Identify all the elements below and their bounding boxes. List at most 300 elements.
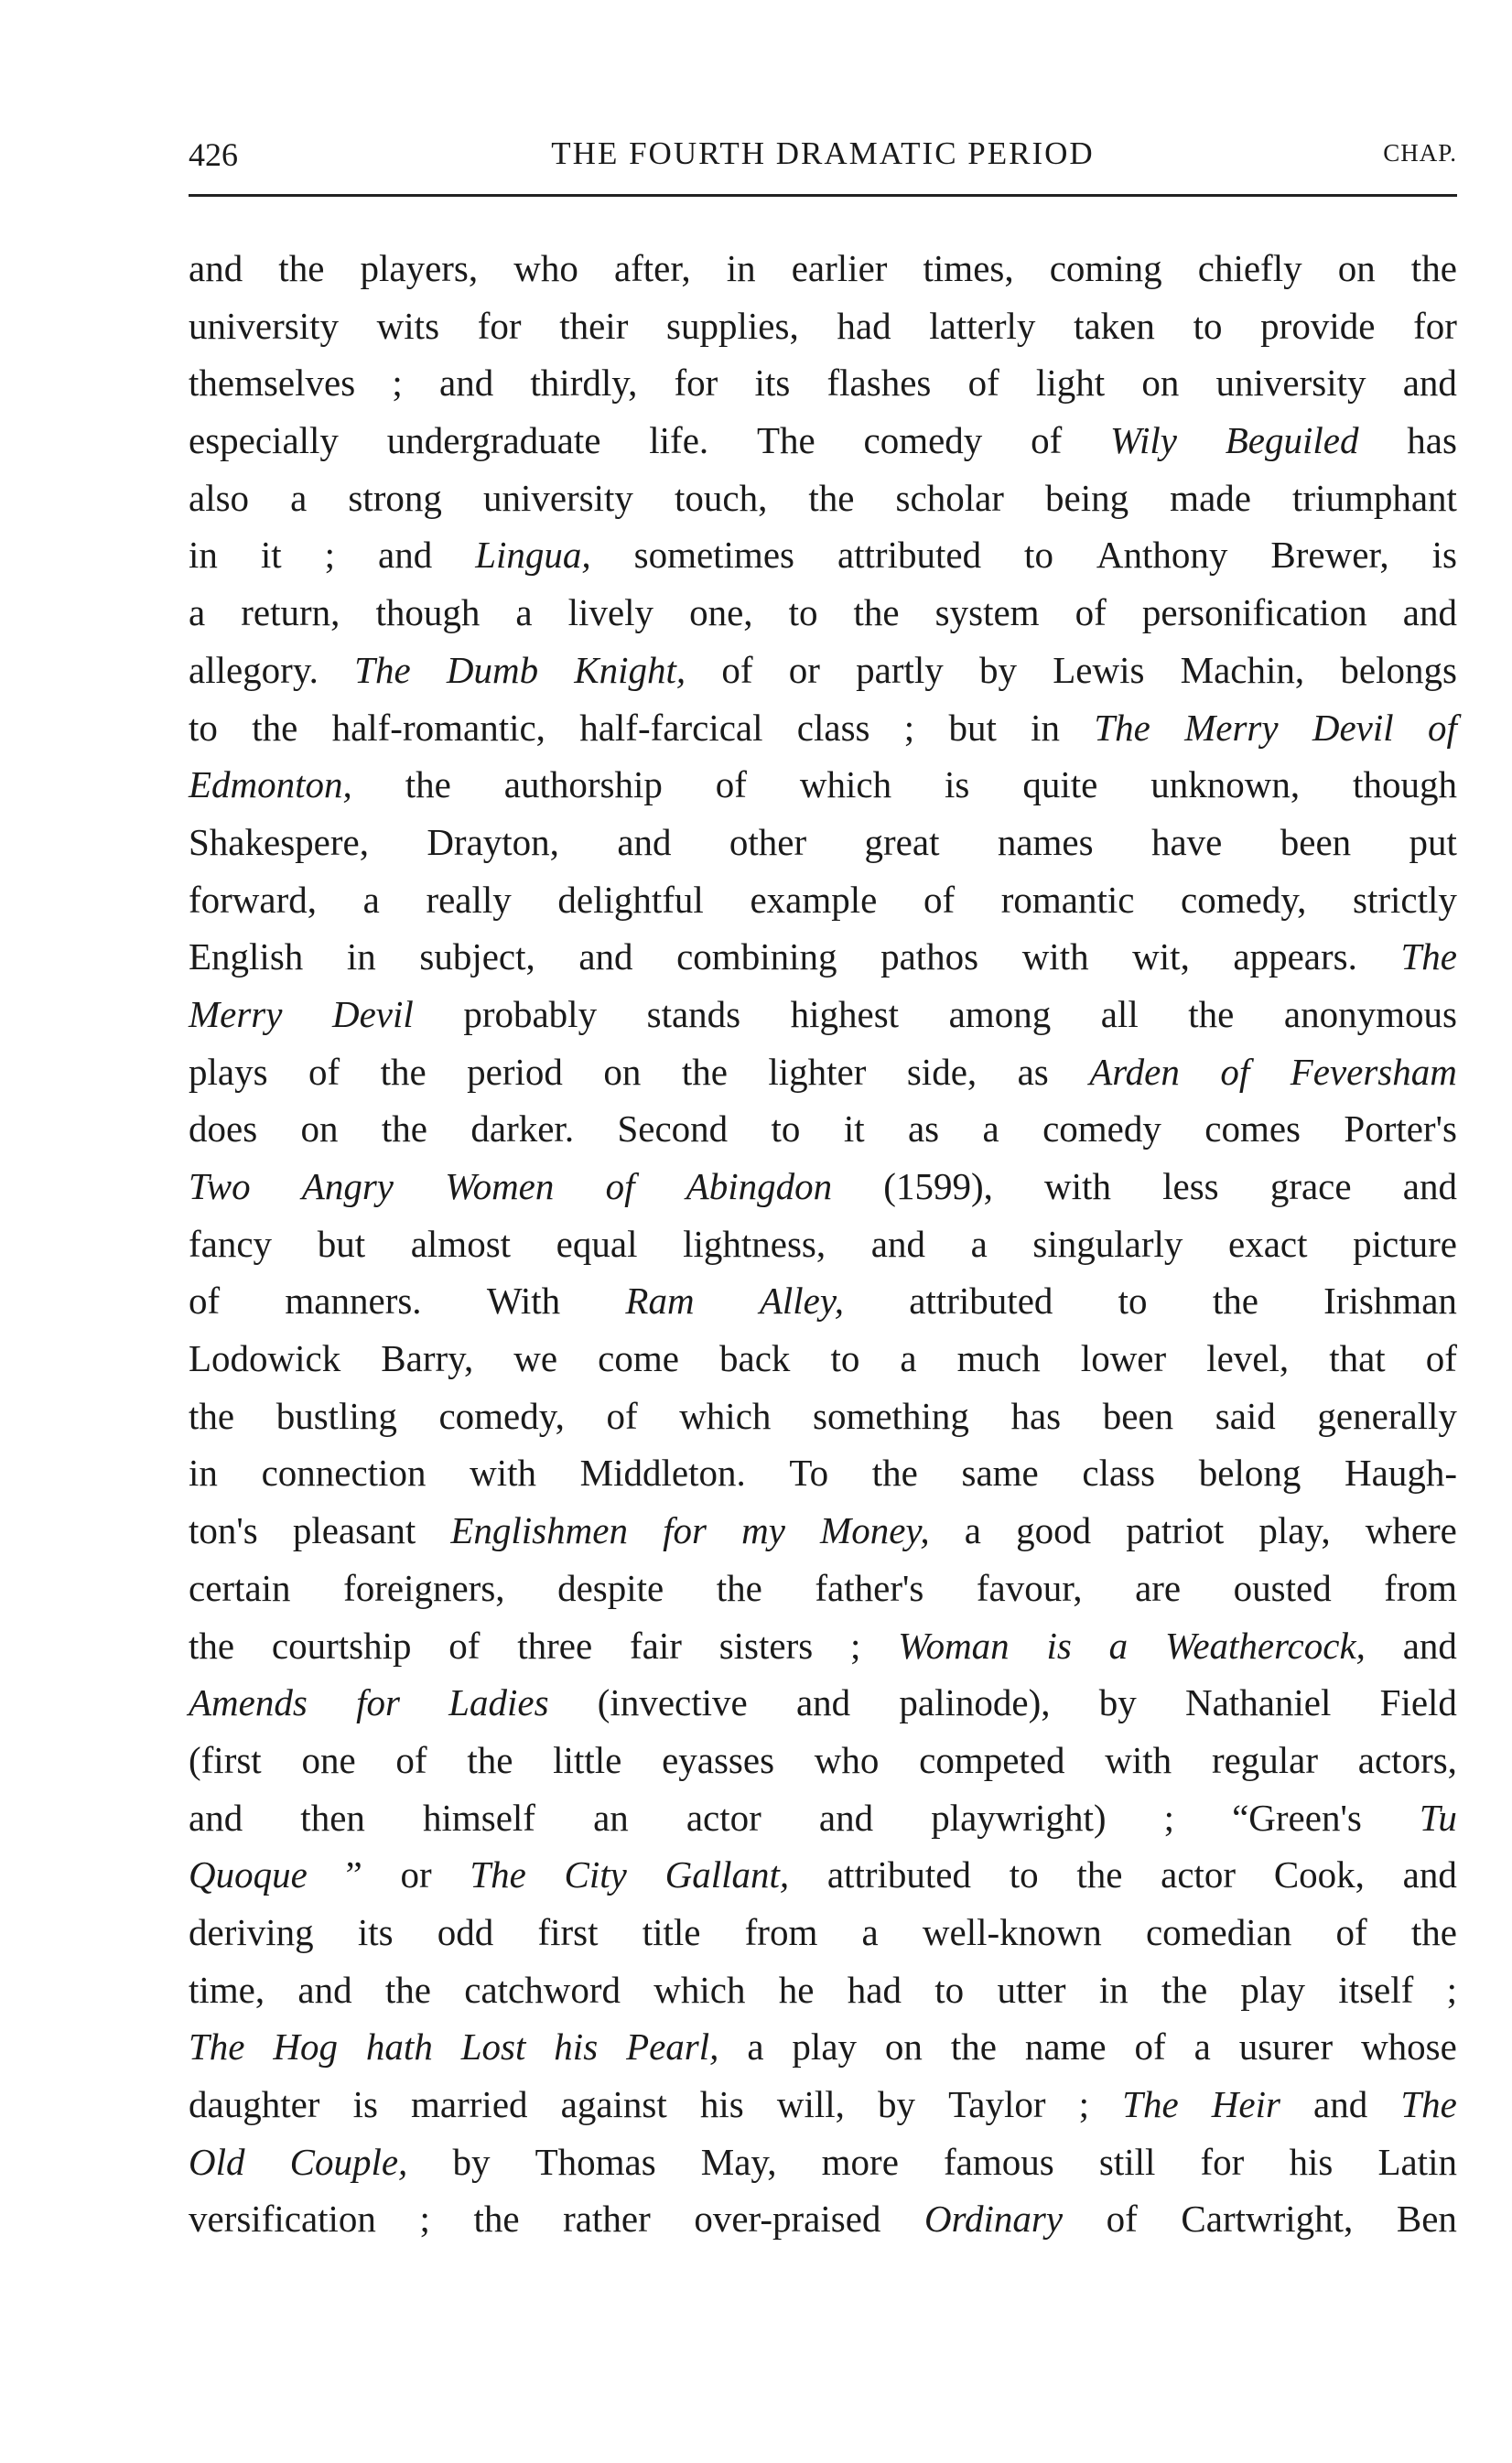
word: connection: [261, 1452, 427, 1495]
word: deriving: [189, 1910, 314, 1953]
word: Money,: [820, 1509, 930, 1552]
word: The: [354, 648, 411, 691]
word: Taylor: [948, 2083, 1046, 2125]
word: the: [467, 1738, 513, 1781]
text-line: [189, 1444, 1457, 1502]
word: a: [189, 591, 206, 634]
word: time,: [189, 1968, 265, 2011]
word: Quoque: [189, 1853, 308, 1896]
word: Latin: [1377, 2140, 1457, 2183]
word: we: [513, 1337, 558, 1380]
word: the: [950, 2025, 997, 2069]
word: of: [721, 648, 753, 691]
word: personification: [1141, 591, 1367, 634]
word: comedy: [863, 419, 983, 462]
word: Gallant,: [664, 1853, 790, 1896]
text-line: [189, 354, 1457, 412]
word: attributed: [826, 1853, 971, 1896]
word: on: [300, 1107, 339, 1150]
word: Knight,: [574, 648, 686, 691]
word: and: [189, 1796, 243, 1839]
word: over-praised: [694, 2198, 881, 2241]
word: though: [1353, 763, 1457, 806]
chapter-label: CHAP.: [1383, 139, 1457, 167]
text-line: [189, 1330, 1457, 1388]
word: earlier: [791, 247, 888, 289]
word: ;: [1446, 1968, 1457, 2011]
word: on: [884, 2025, 923, 2069]
word: the: [405, 763, 451, 806]
word: does: [189, 1107, 258, 1150]
word: Brewer,: [1270, 534, 1389, 577]
word: or: [400, 1853, 432, 1896]
text-line: [189, 1272, 1457, 1330]
word: names: [997, 820, 1094, 863]
word: odd: [437, 1910, 494, 1953]
word: ”: [345, 1853, 362, 1896]
word: but: [948, 706, 997, 749]
word: exact: [1228, 1222, 1308, 1265]
word: courtship: [271, 1624, 412, 1667]
word: Dumb: [446, 648, 539, 691]
word: ;: [419, 2198, 430, 2241]
word: pleasant: [292, 1509, 416, 1552]
word: play: [1240, 1968, 1306, 2011]
text-line: [189, 756, 1457, 814]
word: patriot: [1126, 1509, 1225, 1552]
text-line: [189, 1904, 1457, 1961]
word: Heir: [1211, 2083, 1280, 2125]
word: a: [290, 476, 308, 519]
word: Feversham: [1290, 1050, 1457, 1093]
word: of: [1427, 706, 1457, 749]
word: Couple,: [289, 2140, 408, 2183]
word: of: [448, 1624, 481, 1667]
word: one,: [689, 591, 753, 634]
word: authorship: [503, 763, 663, 806]
text-line: [189, 470, 1457, 527]
word: With: [486, 1280, 561, 1323]
word: it: [260, 534, 282, 577]
word: or: [788, 648, 820, 691]
word: times,: [923, 247, 1014, 289]
word: probably: [463, 992, 598, 1035]
word: class: [796, 706, 870, 749]
word: pathos: [880, 935, 979, 978]
word: “Green's: [1232, 1796, 1362, 1839]
word: versification: [189, 2198, 376, 2241]
word: sometimes: [633, 534, 794, 577]
word: Pearl,: [626, 2025, 719, 2069]
word: picture: [1353, 1222, 1457, 1265]
word: of: [189, 1280, 221, 1323]
word: and: [439, 362, 494, 405]
word: and: [1402, 1165, 1457, 1207]
word: is: [1431, 534, 1457, 577]
word: half-farcical: [579, 706, 763, 749]
word: an: [593, 1796, 629, 1839]
word: good: [1016, 1509, 1092, 1552]
word: allegory.: [189, 648, 319, 691]
word: for: [1200, 2140, 1245, 2183]
text-line: [189, 871, 1457, 929]
word: to: [771, 1107, 801, 1150]
word: on: [1337, 247, 1376, 289]
word: strictly: [1353, 878, 1457, 921]
word: The: [1122, 2083, 1179, 2125]
word: the: [808, 476, 855, 519]
word: same: [961, 1452, 1039, 1495]
word: despite: [557, 1566, 664, 1609]
word: the: [278, 247, 325, 289]
running-header: [189, 135, 1457, 181]
word: The: [189, 2025, 245, 2069]
word: more: [821, 2140, 899, 2183]
word: level,: [1206, 1337, 1290, 1380]
word: Two: [189, 1165, 251, 1207]
word: Cartwright,: [1181, 2198, 1354, 2241]
word: actor: [1161, 1853, 1237, 1896]
word: and: [189, 247, 243, 289]
text-line: [189, 986, 1457, 1043]
word: Lost: [460, 2025, 526, 2069]
word: then: [300, 1796, 365, 1839]
word: partly: [856, 648, 944, 691]
word: Woman: [898, 1624, 1010, 1667]
word: Porter's: [1344, 1107, 1457, 1150]
word: a: [515, 591, 533, 634]
word: which: [799, 763, 892, 806]
word: had: [847, 1968, 902, 2011]
word: ;: [849, 1624, 861, 1667]
text-line: [189, 1043, 1457, 1101]
word: which: [653, 1968, 746, 2011]
word: and: [1402, 362, 1457, 405]
word: Tu: [1419, 1796, 1457, 1839]
word: Machin,: [1180, 648, 1305, 691]
word: utter: [997, 1968, 1066, 2011]
word: much: [956, 1337, 1041, 1380]
word: chiefly: [1197, 247, 1302, 289]
word: ousted: [1233, 1566, 1332, 1609]
word: the: [681, 1050, 728, 1093]
word: Barry,: [381, 1337, 474, 1380]
word: especially: [189, 419, 339, 462]
word: in: [346, 935, 376, 978]
word: title: [642, 1910, 701, 1953]
word: Devil: [1312, 706, 1394, 749]
word: to: [1193, 304, 1223, 347]
text-line: [189, 1560, 1457, 1617]
word: delightful: [557, 878, 704, 921]
word: to: [1118, 1280, 1148, 1323]
word: still: [1098, 2140, 1156, 2183]
word: who: [513, 247, 578, 289]
word: in: [189, 1452, 218, 1495]
word: Drayton,: [427, 820, 559, 863]
word: the: [1076, 1853, 1123, 1896]
word: Ram: [625, 1280, 695, 1323]
word: strong: [348, 476, 442, 519]
word: ;: [1078, 2083, 1090, 2125]
word: to: [189, 706, 218, 749]
word: daughter: [189, 2083, 320, 2125]
word: lighter: [768, 1050, 867, 1093]
word: Wily: [1110, 419, 1177, 462]
word: wits: [376, 304, 440, 347]
word: and: [870, 1222, 925, 1265]
word: has: [1010, 1394, 1062, 1437]
word: comedian: [1145, 1910, 1292, 1953]
body-text: [189, 240, 1457, 2248]
word: The: [756, 419, 815, 462]
word: Edmonton,: [189, 763, 352, 806]
word: lightness,: [683, 1222, 826, 1265]
word: married: [411, 2083, 528, 2125]
text-line: [189, 1961, 1457, 2019]
word: name: [1024, 2025, 1107, 2069]
word: of: [1335, 1910, 1367, 1953]
word: the: [853, 591, 900, 634]
word: university: [189, 304, 339, 347]
word: though: [375, 591, 481, 634]
word: manners.: [285, 1280, 422, 1323]
text-line: [189, 1100, 1457, 1158]
word: his: [1289, 2140, 1334, 2183]
word: of: [605, 1165, 635, 1207]
word: Lingua,: [475, 534, 591, 577]
word: little: [553, 1738, 622, 1781]
word: To: [789, 1452, 829, 1495]
text-line: [189, 928, 1457, 986]
text-line: [189, 1617, 1457, 1675]
word: something: [813, 1394, 969, 1437]
word: wit,: [1132, 935, 1190, 978]
text-line: [189, 2018, 1457, 2076]
word: comedy: [1042, 1107, 1161, 1150]
word: Beguiled: [1225, 419, 1359, 462]
word: father's: [815, 1566, 924, 1609]
word: grace: [1269, 1165, 1352, 1207]
word: attributed: [909, 1280, 1053, 1323]
word: by: [979, 648, 1018, 691]
word: The: [470, 1853, 526, 1896]
word: from: [1384, 1566, 1457, 1609]
word: equal: [556, 1222, 638, 1265]
word: players,: [360, 247, 479, 289]
word: quite: [1022, 763, 1098, 806]
word: by: [452, 2140, 491, 2183]
word: and: [617, 820, 672, 863]
word: stands: [646, 992, 741, 1035]
word: combining: [676, 935, 837, 978]
word: for: [477, 304, 522, 347]
word: comes: [1204, 1107, 1301, 1150]
word: and: [1402, 591, 1457, 634]
word: Ordinary: [924, 2198, 1064, 2241]
word: has: [1407, 419, 1457, 462]
word: catchword: [464, 1968, 621, 2011]
word: Middleton.: [579, 1452, 746, 1495]
word: Thomas: [535, 2140, 656, 2183]
word: a: [982, 1107, 999, 1150]
text-line: [189, 1158, 1457, 1215]
word: university: [482, 476, 633, 519]
word: to: [1009, 1853, 1039, 1896]
word: Lewis: [1053, 648, 1145, 691]
word: other: [729, 820, 807, 863]
word: side,: [906, 1050, 977, 1093]
word: their: [559, 304, 629, 347]
word: is: [1046, 1624, 1072, 1667]
word: on: [603, 1050, 642, 1093]
word: in: [1098, 1968, 1129, 2011]
word: (first: [189, 1738, 262, 1781]
word: the: [1410, 1910, 1457, 1953]
word: to: [788, 591, 818, 634]
word: thirdly,: [530, 362, 638, 405]
word: The: [1094, 706, 1150, 749]
word: class: [1082, 1452, 1156, 1495]
word: latterly: [929, 304, 1036, 347]
word: a: [1193, 2025, 1211, 2069]
text-line: [189, 2134, 1457, 2191]
word: and: [1402, 1853, 1457, 1896]
word: with: [1105, 1738, 1172, 1781]
word: a: [362, 878, 380, 921]
word: the: [473, 2198, 520, 2241]
word: Cook,: [1273, 1853, 1365, 1896]
text-line: [189, 526, 1457, 584]
word: palinode),: [899, 1681, 1051, 1724]
word: for: [663, 1509, 707, 1552]
word: system: [934, 591, 1040, 634]
text-line: [189, 1502, 1457, 1560]
word: of: [923, 878, 956, 921]
word: plays: [189, 1050, 268, 1093]
text-line: [189, 1674, 1457, 1732]
word: (invective: [597, 1681, 748, 1724]
word: Anthony: [1096, 534, 1228, 577]
word: comedy,: [1181, 878, 1307, 921]
word: the: [871, 1452, 918, 1495]
word: come: [598, 1337, 679, 1380]
text-line: [189, 412, 1457, 470]
word: actors,: [1357, 1738, 1457, 1781]
word: Ben: [1396, 2198, 1457, 2241]
word: Alley,: [759, 1280, 845, 1323]
word: all: [1100, 992, 1139, 1035]
word: against: [560, 2083, 667, 2125]
word: darker.: [470, 1107, 575, 1150]
word: favour,: [976, 1566, 1083, 1609]
word: of: [715, 763, 747, 806]
word: ;: [1163, 1796, 1174, 1839]
word: it: [843, 1107, 865, 1150]
word: the: [189, 1624, 235, 1667]
word: by: [1098, 1681, 1137, 1724]
text-line: [189, 1388, 1457, 1445]
word: been: [1102, 1394, 1174, 1437]
word: the: [1161, 1968, 1208, 2011]
word: and: [378, 534, 433, 577]
word: ;: [324, 534, 336, 577]
word: with: [1021, 935, 1089, 978]
word: Weathercock,: [1164, 1624, 1366, 1667]
word: which: [679, 1394, 772, 1437]
word: a: [747, 2025, 764, 2069]
word: Old: [189, 2140, 245, 2183]
word: of: [606, 1394, 638, 1437]
word: famous: [944, 2140, 1054, 2183]
word: of: [967, 362, 999, 405]
word: light: [1035, 362, 1106, 405]
word: forward,: [189, 878, 318, 921]
word: also: [189, 476, 250, 519]
word: and: [1402, 1624, 1457, 1667]
word: by: [878, 2083, 915, 2125]
text-line: [189, 1846, 1457, 1904]
word: play,: [1258, 1509, 1331, 1552]
word: attributed: [837, 534, 982, 577]
word: of: [395, 1738, 427, 1781]
word: have: [1150, 820, 1223, 863]
word: Englishmen: [450, 1509, 628, 1552]
word: ;: [903, 706, 915, 749]
word: with: [1044, 1165, 1111, 1207]
word: being: [1045, 476, 1129, 519]
word: a: [964, 1509, 981, 1552]
word: provide: [1260, 304, 1376, 347]
word: of: [1031, 419, 1063, 462]
word: and: [795, 1681, 851, 1724]
word: for: [356, 1681, 400, 1724]
word: bustling: [275, 1394, 397, 1437]
word: less: [1162, 1165, 1219, 1207]
word: whose: [1361, 2025, 1457, 2069]
word: a: [1108, 1624, 1129, 1667]
word: his: [699, 2083, 744, 2125]
word: scholar: [895, 476, 1004, 519]
word: with: [470, 1452, 537, 1495]
word: from: [744, 1910, 818, 1953]
word: play: [792, 2025, 858, 2069]
word: City: [564, 1853, 627, 1896]
word: The: [1400, 2083, 1457, 2125]
word: well-known: [922, 1910, 1102, 1953]
word: three: [517, 1624, 593, 1667]
word: a: [970, 1222, 988, 1265]
word: of: [308, 1050, 340, 1093]
word: eyasses: [662, 1738, 775, 1781]
word: The: [1400, 935, 1457, 978]
word: in: [1031, 706, 1061, 749]
word: Ladies: [448, 1681, 549, 1724]
word: (1599),: [883, 1165, 993, 1207]
word: May,: [700, 2140, 777, 2183]
word: fair: [629, 1624, 682, 1667]
word: had: [837, 304, 891, 347]
word: the: [381, 1107, 427, 1150]
word: Lodowick: [189, 1337, 341, 1380]
word: undergraduate: [386, 419, 601, 462]
word: Devil: [332, 992, 414, 1035]
word: half-romantic,: [331, 706, 545, 749]
word: Angry: [301, 1165, 394, 1207]
text-line: [189, 1789, 1457, 1847]
word: Abingdon: [686, 1165, 833, 1207]
word: to: [1024, 534, 1053, 577]
